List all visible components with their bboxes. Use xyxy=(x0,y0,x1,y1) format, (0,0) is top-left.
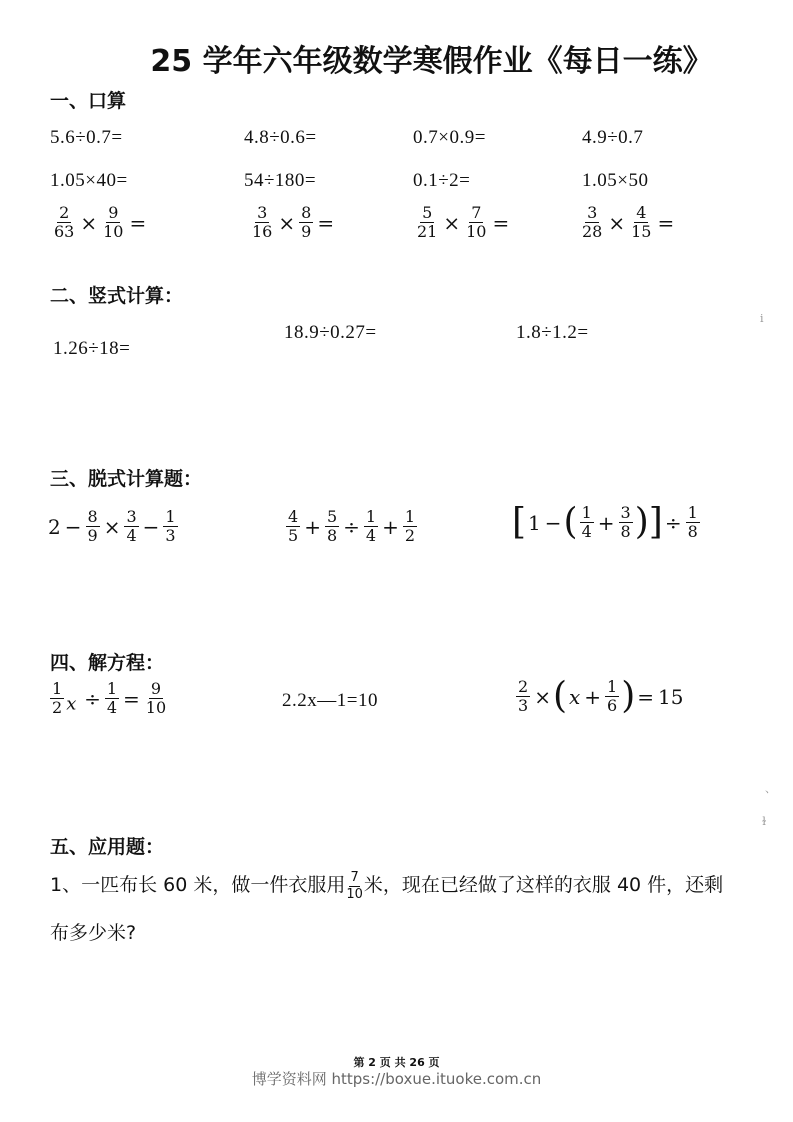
step-calc-expression: 2 − $\frac{8}{9}$ × $\frac{3}{4}$ − $\frac{1}{3}$ xyxy=(48,507,176,545)
scan-artifact: ɫ xyxy=(762,815,767,828)
mental-math-item: 0.1÷2= xyxy=(413,170,471,191)
fraction-product: $\frac{3}{16}$ × $\frac{8}{9}$ = xyxy=(252,203,335,241)
page-number: 第 2 页 共 26 页 xyxy=(353,1056,440,1069)
mental-math-item: 1.05×40= xyxy=(50,170,128,191)
mental-math-item: 54÷180= xyxy=(244,170,317,191)
section-heading-step-calc: 三、脱式计算题： xyxy=(50,468,203,490)
mental-math-item: 1.05×50 xyxy=(582,170,649,191)
mental-math-item: 0.7×0.9= xyxy=(413,127,486,148)
section-heading-equations: 四、解方程： xyxy=(50,652,165,674)
mental-math-item: 4.8÷0.6= xyxy=(244,127,317,148)
mental-math-item: 4.9÷0.7 xyxy=(582,127,644,148)
equation: $\frac{1}{2}$ x ÷ $\frac{1}{4}$ = $\frac{9}{10}$ xyxy=(52,679,167,717)
section-heading-word-problems: 五、应用题： xyxy=(50,836,165,858)
word-problem-1-continued: 布多少米? xyxy=(50,922,137,944)
scan-artifact: ⅰ xyxy=(760,312,764,325)
section-heading-vertical-calc: 二、竖式计算： xyxy=(50,285,184,307)
fraction-product: $\frac{5}{21}$ × $\frac{7}{10}$ = xyxy=(417,203,510,241)
watermark: 博学资料网 https://boxue.ituoke.com.cn xyxy=(251,1070,542,1088)
step-calc-expression: $\frac{4}{5}$ + $\frac{5}{8}$ ÷ $\frac{1}{4}$ + $\frac{1}{2}$ xyxy=(288,507,416,545)
equation: 2.2x—1=10 xyxy=(282,690,378,711)
vertical-calc-item: 1.26÷18= xyxy=(53,338,131,359)
word-problem-1: 1、一匹布长 60 米，做一件衣服用 $\frac{7}{10}$ 米，现在已经做了这样的衣服 40 件，还剩 xyxy=(50,870,724,902)
step-calc-expression: [ 1 −( $\frac{1}{4}$ + $\frac{3}{8}$ )] ÷ $\frac{1}{8}$ xyxy=(512,501,698,543)
scan-artifact: 、 xyxy=(765,782,776,795)
section-heading-mental-math: 一、口算 xyxy=(50,90,127,112)
fraction-product: $\frac{3}{28}$ × $\frac{4}{15}$ = xyxy=(582,203,675,241)
mental-math-item: 5.6÷0.7= xyxy=(50,127,123,148)
vertical-calc-item: 18.9÷0.27= xyxy=(284,322,377,343)
vertical-calc-item: 1.8÷1.2= xyxy=(516,322,589,343)
fraction-product: $\frac{2}{63}$ × $\frac{9}{10}$ = xyxy=(54,203,147,241)
page-title: 25 学年六年级数学寒假作业《每日一练》 xyxy=(150,44,713,79)
equation: $\frac{2}{3}$ ×( x + $\frac{1}{6}$ ) = 15 xyxy=(518,675,684,717)
